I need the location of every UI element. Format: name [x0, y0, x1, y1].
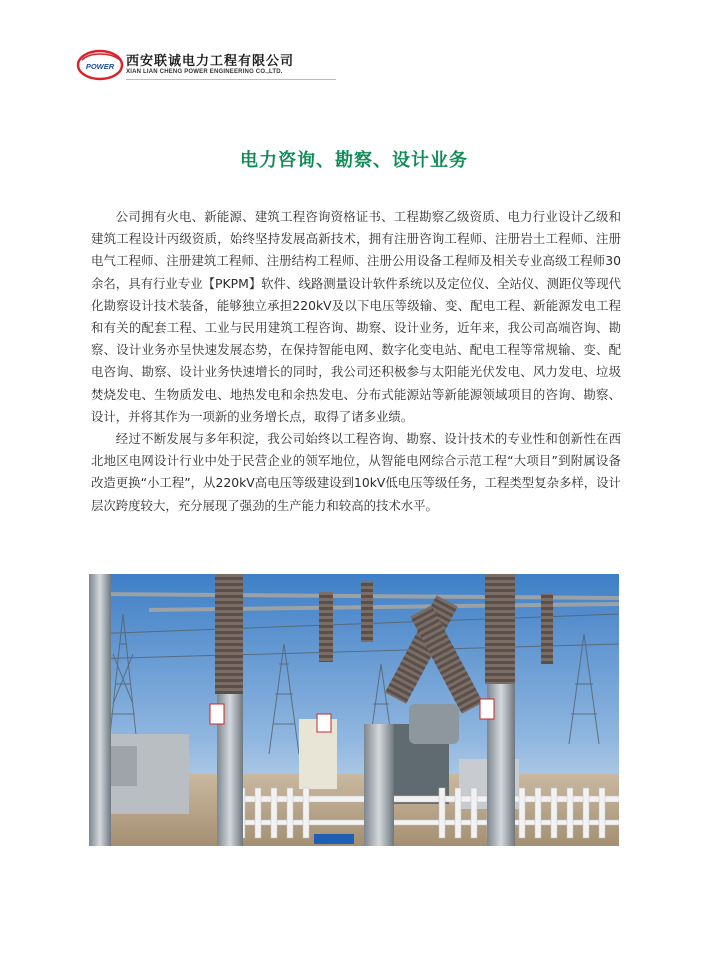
page-title: 电力咨询、勘察、设计业务	[240, 150, 468, 171]
paragraph-1: 公司拥有火电、新能源、建筑工程咨询资格证书、工程勘察乙级资质、电力行业设计乙级和建筑工程设计丙级资质，始终坚持发展高新技术，拥有注册咨询工程师、注册岩土工程师、注册电气工程师、注册建筑工程师、注册结构工程师、注册公用设备工程师及相关专业高级工程师30余名，具有行业专业【PKPM】软件、线路测量设计软件系统以及定位仪、全站仪、测距仪等现代化勘察设计技术装备，能够独立承担220kV及以下电压等级输、变、配电工程、新能源发电工程和有关的配套工程、工业与民用建筑工程咨询、勘察、设计业务，近年来，我公司高端咨询、勘察、设计业务亦呈快速发展态势，在保持智能电网、数字化变电站、配电工程等常规输、变、配电咨询、勘察、设计业务快速增长的同时，我公司还积极参与太阳能光伏发电、风力发电、垃圾焚烧发电、生物质发电、地热发电和余热发电、分布式能源站等新能源领域项目的咨询、勘察、设计，并将其作为一项新的业务增长点，取得了诸多业绩。	[91, 209, 621, 424]
company-name-en: XIAN LIAN CHENG POWER ENGINEERING CO.,LTD.	[126, 69, 283, 75]
company-name-cn: 西安联诚电力工程有限公司	[126, 54, 295, 69]
company-logo-icon	[76, 48, 124, 82]
paragraph-2: 经过不断发展与多年积淀，我公司始终以工程咨询、勘察、设计技术的专业性和创新性在西北地区电网设计行业中处于民营企业的领军地位，从智能电网综合示范工程“大项目”到附属设备改造更换“小工程”，从220kV高电压等级建设到10kV低电压等级任务，工程类型复杂多样，设计层次跨度较大，充分展现了强劲的生产能力和较高的技术水平。	[91, 431, 621, 513]
header-divider	[126, 79, 336, 80]
body-text	[91, 206, 621, 517]
logo-text: POWER	[85, 62, 115, 71]
substation-equipment-photo	[89, 574, 619, 846]
